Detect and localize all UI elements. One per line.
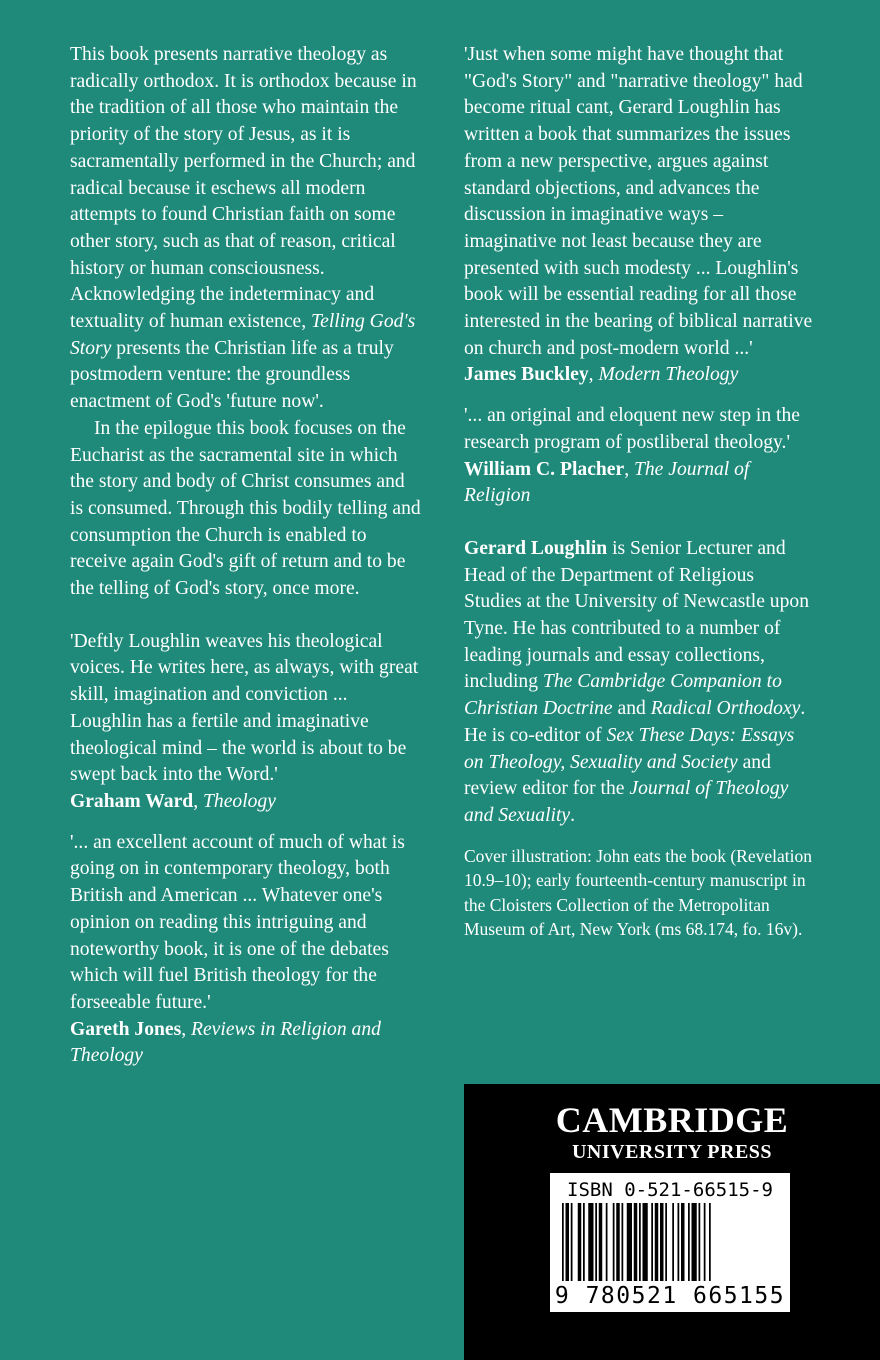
barcode-bar: [622, 1203, 624, 1281]
barcode-bar: [599, 1203, 603, 1281]
barcode-bar: [571, 1203, 573, 1281]
quote-author: Graham Ward: [70, 790, 194, 812]
author-bio: [464, 536, 814, 830]
barcode-bar: [634, 1203, 638, 1281]
quote-author: Gareth Jones: [70, 1018, 182, 1040]
bio-text: . He is co-editor of: [464, 698, 806, 746]
barcode-bar: [627, 1203, 632, 1281]
barcode-bar: [651, 1203, 653, 1281]
quote-text: 'Just when some might have thought that "God's Story" and "narrative theology" had become ritual cant, Gerard Loughlin has written a book that summarizes the issues from a new perspective, argues against standard objections, and advances the discussion in imaginative ways – imaginative not least because they are presented with such modesty ... Loughlin's book will be essential reading for all those interested in the bearing of biblical narrative on church and post-modern world ...': [464, 44, 813, 359]
quote-author: William C. Placher: [464, 458, 625, 480]
quote-text: '... an original and eloquent new step in the research program of postliberal theology.': [464, 405, 800, 453]
barcode-bar: [583, 1203, 585, 1281]
barcode-bar: [566, 1203, 570, 1281]
barcode-bar: [588, 1203, 593, 1281]
quote-text: '... an excellent account of much of what is going on in contemporary theology, both British and American ... Whatever one's opinion on reading this intriguing and noteworthy book, it is one of the debates which will fuel British theology for the forseeable future.': [70, 831, 405, 1013]
barcode-bar: [643, 1203, 648, 1281]
publisher-line-2: UNIVERSITY PRESS: [571, 1141, 773, 1163]
review-quote: 'Deftly Loughlin weaves his theological voices. He writes here, as always, with great skill, imagination and conviction ... Loughlin has a fertile and imaginative theological mind – the world is about to be swept back into the Word.' Graham Ward, Theology: [70, 630, 419, 812]
review-quote: '... an excellent account of much of what is going on in contemporary theology, both British and American ... Whatever one's opinion on reading this intriguing and noteworthy book, it is one of the debates which will fuel British theology for the forseeable future.' Gareth Jones, Reviews in Religion and Theology: [70, 831, 405, 1067]
blurb-text: presents the Christian life as a truly postmodern venture: the groundless enactment of God's 'future now'.: [70, 337, 394, 413]
barcode-bar: [639, 1203, 641, 1281]
bio-title: Sex These Days: Essays on Theology, Sexuality and Society: [464, 724, 795, 773]
barcode-bar: [704, 1203, 706, 1281]
barcode-bar: [692, 1203, 697, 1281]
left-column: [70, 42, 422, 1070]
barcode-bar: [681, 1203, 685, 1281]
publisher-logo: [464, 1102, 880, 1164]
barcode-bar: [578, 1203, 582, 1281]
bio-text: .: [570, 804, 576, 826]
isbn-label: ISBN 0-521-66515-9: [567, 1179, 773, 1201]
barcode-bar: [655, 1203, 659, 1281]
bio-text: and review editor for the: [464, 751, 771, 800]
ean-number: 9 780521 665155: [554, 1283, 786, 1309]
review-quote: '... an original and eloquent new step in the research program of postliberal theology.' William C. Placher, The Journal of Religion: [464, 405, 800, 507]
review-quote: 'Just when some might have thought that "God's Story" and "narrative theology" had become ritual cant, Gerard Loughlin has written a book that summarizes the issues from a new perspective, argues against standard objections, and advances the discussion in imaginative ways – imaginative not least because they are presented with such modesty ... Loughlin's book will be essential reading for all those interested in the bearing of biblical narrative on church and post-modern world ...' James Buckley, Modern Theology: [464, 44, 813, 386]
quote-source: Theology: [203, 790, 276, 812]
barcode-bar: [699, 1203, 701, 1281]
quote-text: 'Deftly Loughlin weaves his theological voices. He writes here, as always, with great skill, imagination and conviction ... Loughlin has a fertile and imaginative theological mind – the world is about to be swept back into the Word.': [70, 630, 419, 786]
bio-text: and: [617, 698, 646, 720]
barcode-bar: [709, 1203, 711, 1281]
barcode-bar: [616, 1203, 620, 1281]
barcode-bar: [562, 1203, 564, 1281]
blurb-paragraph-1: [70, 42, 422, 416]
author-name: Gerard Loughlin: [464, 537, 608, 559]
blurb-text: This book presents narrative theology as radically orthodox. It is orthodox because in the tradition of all those who maintain the priority of the story of Jesus, as it is sacramentally performed in the Church; and radical because it eschews all modern attempts to found Christian faith on some other story, such as that of reason, critical history or human consciousness. Acknowledging the indeterminacy and textuality of human existence,: [70, 44, 417, 333]
barcode-bar: [665, 1203, 667, 1281]
quote-source: Reviews in Religion and Theology: [70, 1018, 381, 1067]
publisher-line-1: CAMBRIDGE: [555, 1100, 789, 1140]
barcode-bar: [672, 1203, 674, 1281]
barcode: [550, 1173, 790, 1312]
bio-text: is Senior Lecturer and Head of the Department of Religious Studies at the University of Newcastle upon Tyne. He has contributed to a number of leading journals and essay collections, including: [464, 537, 809, 693]
blurb-paragraph-2: In the epilogue this book focuses on the Eucharist as the sacramental site in which the story and body of Christ consumes and is consumed. Through this bodily telling and consumption the Church is enabled to receive again God's gift of return and to be the telling of God's story, once more.: [70, 417, 421, 600]
bio-title: The Cambridge Companion to Christian Doctrine: [464, 671, 782, 720]
barcode-bar: [613, 1203, 615, 1281]
quote-author: James Buckley: [464, 364, 589, 386]
barcode-bar: [660, 1203, 664, 1281]
quote-source: Modern Theology: [598, 364, 739, 386]
barcode-bar: [678, 1203, 680, 1281]
cover-illustration-credit: Cover illustration: John eats the book (Revelation 10.9–10); early fourteenth-century manuscript in the Cloisters Collection of the Metropolitan Museum of Art, New York (ms 68.174, fo. 16v).: [464, 845, 812, 939]
barcode-bar: [688, 1203, 690, 1281]
bio-title: Radical Orthodoxy: [650, 698, 801, 720]
barcode-bars: [560, 1203, 780, 1281]
barcode-bar: [595, 1203, 597, 1281]
quote-source: The Journal of Religion: [464, 458, 750, 507]
bio-title: Journal of Theology and Sexuality: [464, 778, 789, 826]
book-title: Telling God's Story: [70, 311, 416, 359]
barcode-bar: [606, 1203, 608, 1281]
right-column: [464, 42, 814, 941]
